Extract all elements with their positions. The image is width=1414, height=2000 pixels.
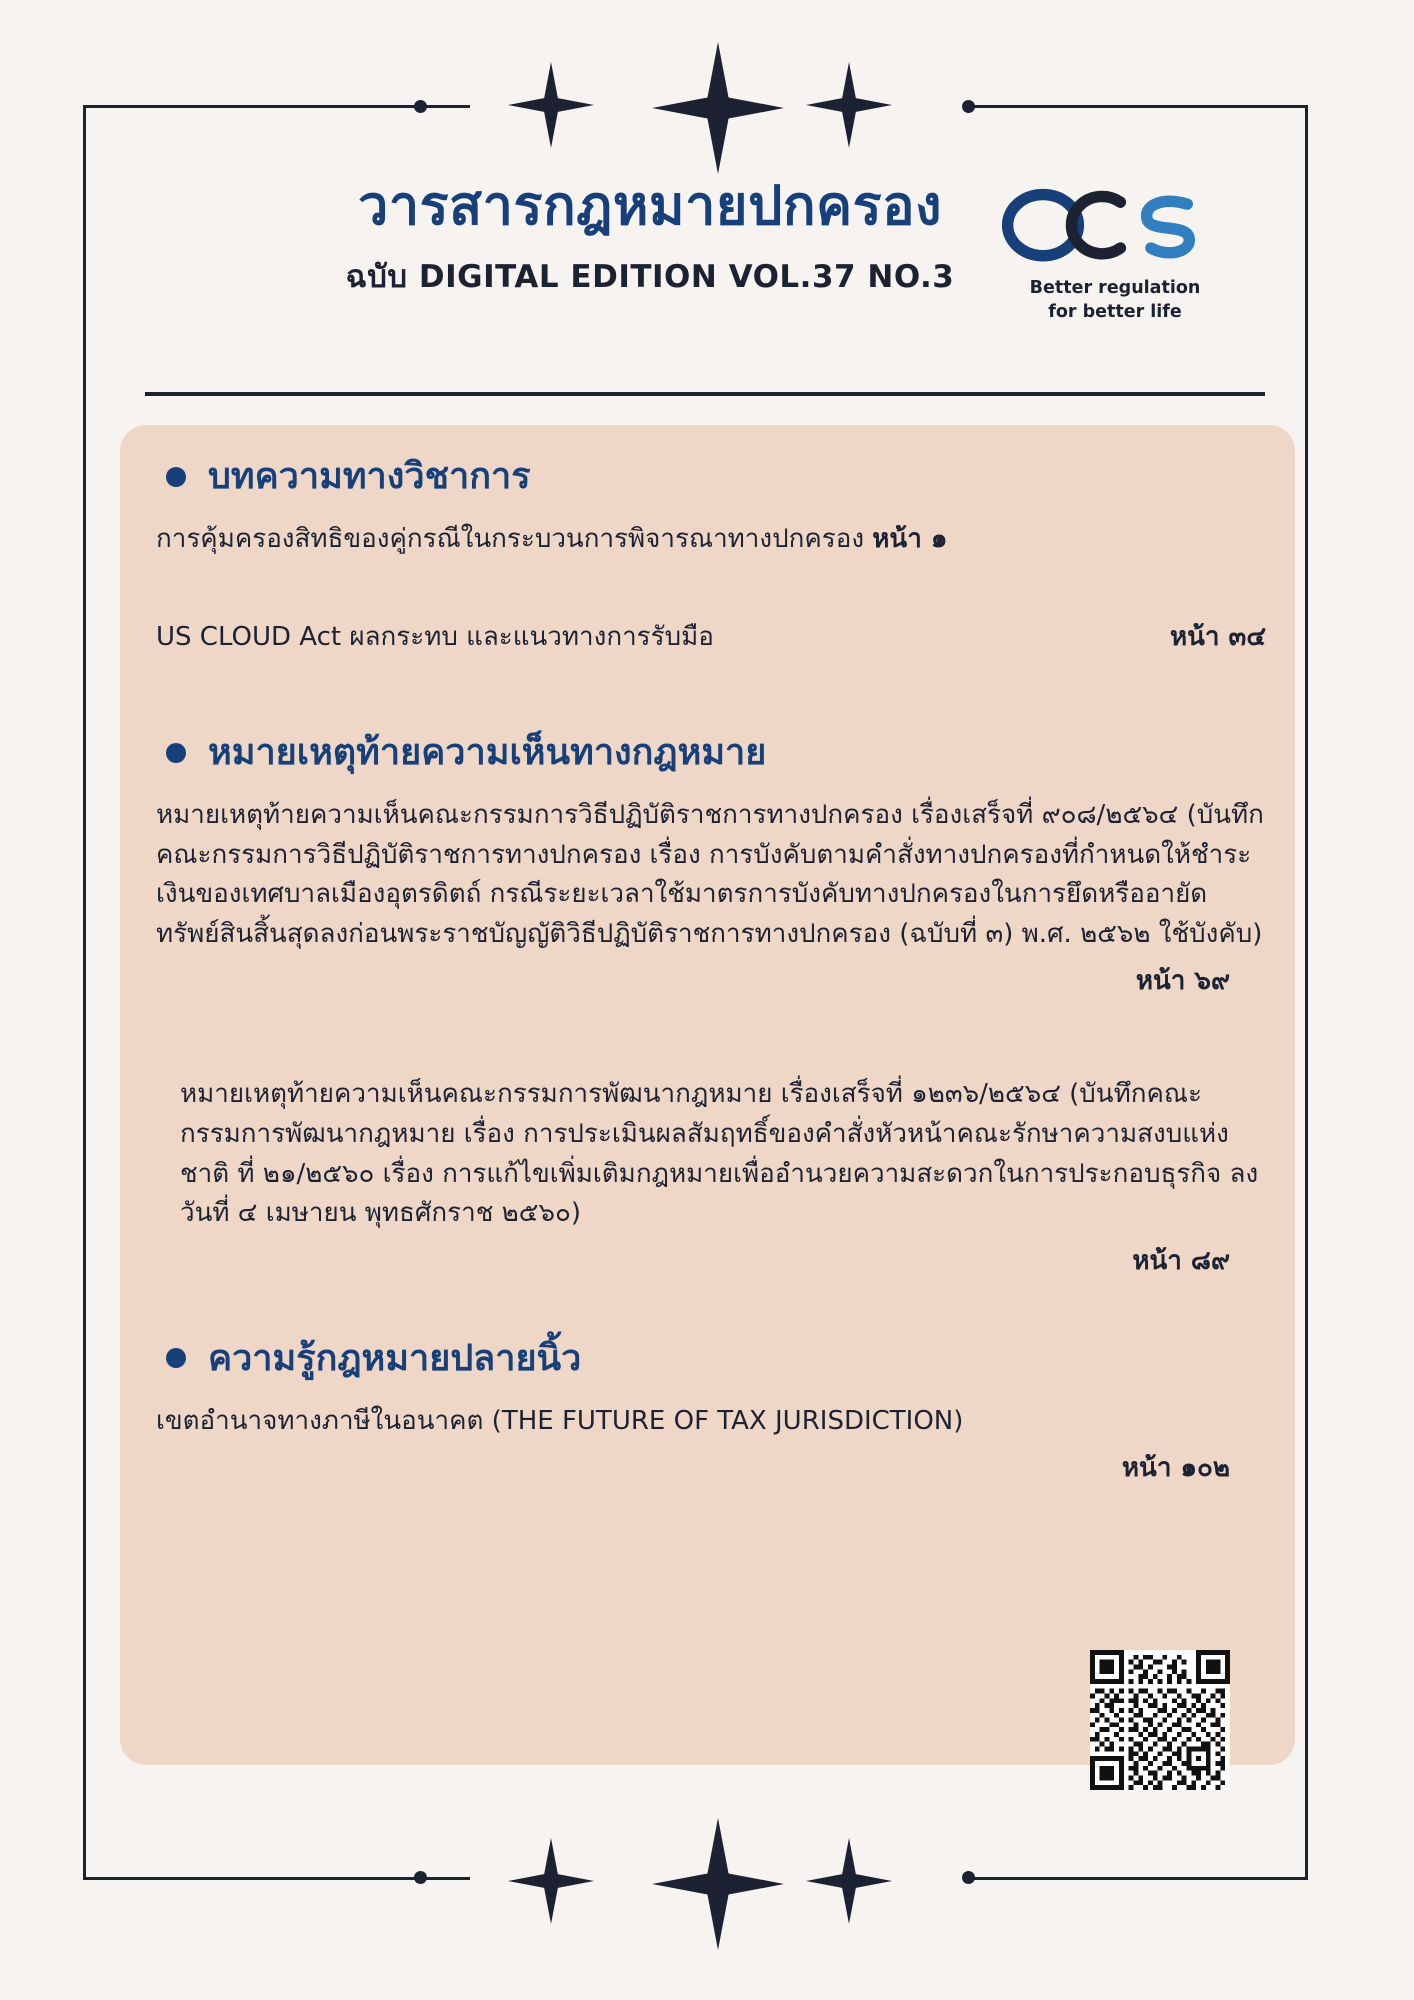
toc-entry[interactable]	[156, 1402, 1266, 1489]
spacer	[156, 590, 1266, 616]
section-title: บทความทางวิชาการ	[208, 456, 531, 497]
bullet-icon	[166, 467, 186, 487]
toc-entry-line	[156, 616, 1266, 658]
toc-entry-text: การคุ้มครองสิทธิของคู่กรณีในกระบวนการพิจารณาทางปกครอง	[156, 524, 865, 555]
toc-entry-text: เขตอำนาจทางภาษีในอนาคต (THE FUTURE OF TAX JURISDICTION)	[156, 1405, 964, 1436]
qr-code[interactable]	[1090, 1650, 1230, 1790]
frame-dot-top-right	[962, 100, 975, 113]
toc-entry-page: หน้า ๓๔	[1169, 621, 1266, 652]
logo-tagline	[1000, 277, 1230, 324]
section-legal-knowledge	[156, 1337, 1266, 1489]
logo-tagline-line2: for better life	[1048, 301, 1182, 322]
toc-entry-page: หน้า ๘๙	[1132, 1245, 1230, 1276]
toc-entry-text: หมายเหตุท้ายความเห็นคณะกรรมการวิธีปฏิบัติราชการทางปกครอง เรื่องเสร็จที่ ๙๐๘/๒๕๖๔ (บันทึกคณะกรรมการวิธีปฏิบัติราชการทางปกครอง เรื่อง การบังคับตามคำสั่งทางปกครองที่กำหนดให้ชำระเงินของเทศบาลเมืองอุตรดิตถ์ กรณีระยะเวลาใช้มาตรการบังคับทางปกครองในการยึดหรืออายัดทรัพย์สินสิ้นสุดลงก่อนพระราชบัญญัติวิธีปฏิบัติราชการทางปกครอง (ฉบับที่ ๓) พ.ศ. ๒๕๖๒ ใช้บังคับ)	[156, 800, 1264, 949]
edition-subtitle: ฉบับ DIGITAL EDITION VOL.37 NO.3	[345, 259, 955, 296]
section-legal-opinion-notes	[156, 731, 1266, 1280]
toc-entry-page: หน้า ๑	[872, 524, 948, 555]
frame-dot-top-left	[414, 100, 427, 113]
section-header	[156, 1337, 1266, 1380]
logo-tagline-line1: Better regulation	[1029, 278, 1201, 298]
spacer	[156, 1031, 1266, 1075]
section-title: ความรู้กฎหมายปลายนิ้ว	[208, 1337, 582, 1379]
frame-dot-bottom-left	[414, 1871, 427, 1884]
section-header	[156, 731, 1266, 774]
toc-entry-text: US CLOUD Act ผลกระทบ และแนวทางการรับมือ	[156, 621, 714, 652]
spacer	[156, 1311, 1266, 1337]
qr-code-icon	[1090, 1650, 1230, 1790]
toc-entry-page: หน้า ๖๙	[1135, 966, 1230, 997]
header-divider	[145, 392, 1265, 396]
frame-dot-bottom-right	[962, 1871, 975, 1884]
toc-entry-text: หมายเหตุท้ายความเห็นคณะกรรมการพัฒนากฎหมาย เรื่องเสร็จที่ ๑๒๓๖/๒๕๖๔ (บันทึกคณะกรรมการพัฒนากฎหมาย เรื่อง การประเมินผลสัมฤทธิ์ของคำสั่งหัวหน้าคณะรักษาความสงบแห่งชาติ ที่ ๒๑/๒๕๖๐ เรื่อง การแก้ไขเพิ่มเติมกฎหมายเพื่ออำนวยความสะดวกในการประกอบธุรกิจ ลงวันที่ ๔ เมษายน พุทธศักราช ๒๕๖๐)	[180, 1079, 1259, 1229]
section-title: หมายเหตุท้ายความเห็นทางกฎหมาย	[208, 732, 767, 774]
toc-entry[interactable]	[156, 520, 1266, 560]
ocs-logo	[1000, 185, 1230, 324]
bullet-icon	[166, 1348, 186, 1368]
table-of-contents	[156, 455, 1266, 1518]
toc-entry[interactable]	[156, 1075, 1266, 1280]
toc-entry[interactable]	[156, 616, 1266, 658]
page-title: วารสารกฎหมายปกครอง	[358, 174, 942, 237]
ocs-logo-icon	[1000, 185, 1220, 271]
toc-entry-line	[156, 520, 1266, 560]
title-block	[260, 175, 1040, 301]
spacer	[156, 687, 1266, 731]
toc-entry[interactable]	[156, 796, 1266, 1001]
section-academic-articles	[156, 455, 1266, 657]
section-header	[156, 455, 1266, 498]
toc-entry-page: หน้า ๑๐๒	[1121, 1453, 1230, 1484]
bullet-icon	[166, 743, 186, 763]
